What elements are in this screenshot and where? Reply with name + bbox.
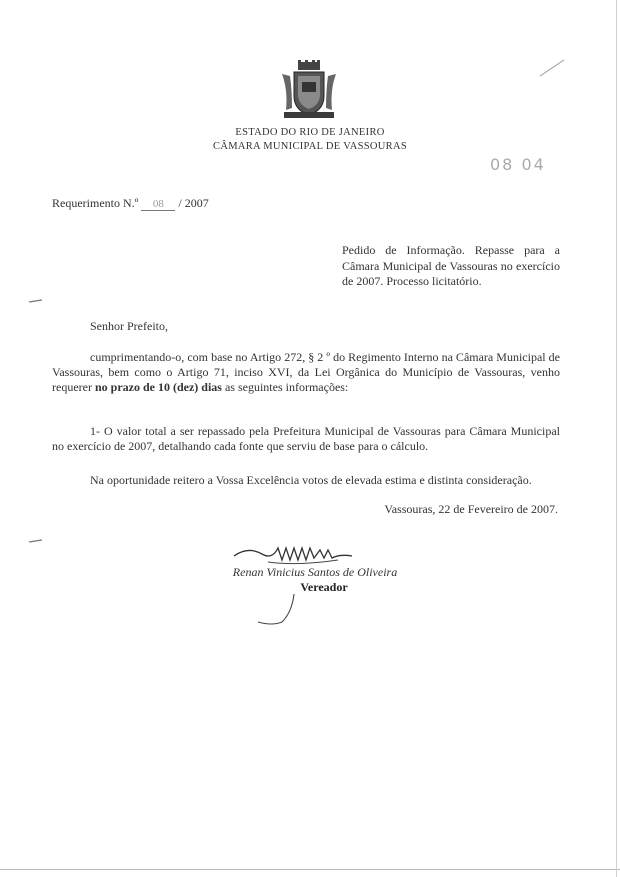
salutation: Senhor Prefeito, — [90, 319, 168, 333]
date-line: Vassouras, 22 de Fevereiro de 2007. — [384, 502, 558, 516]
pen-stroke-mark — [252, 592, 302, 628]
margin-mark — [28, 538, 44, 544]
scan-bottom-edge — [0, 869, 620, 870]
requerimento-year: / 2007 — [178, 196, 209, 210]
paragraph-1-deadline: no prazo de 10 (dez) dias — [94, 380, 222, 394]
signatory-title: Vereador — [300, 580, 348, 594]
scan-right-edge — [616, 0, 617, 877]
paragraph-1-end: as seguintes informações: — [221, 380, 349, 394]
signatory-name: Renan Vinicius Santos de Oliveira — [232, 565, 398, 579]
body-paragraph-1 — [52, 350, 560, 395]
municipal-coat-of-arms — [276, 60, 342, 120]
subject-block: Pedido de Informação. Repasse para a Câmara Municipal de Vassouras no exercício de 2007. Processo licitatório. — [342, 243, 560, 288]
requerimento-number: 08 — [141, 198, 175, 211]
handwritten-signature — [228, 540, 358, 568]
request-item-1: 1- O valor total a ser repassado pela Prefeitura Municipal de Vassouras para Câmara Municipal no exercício de 2007, detalhando cada fonte que serviu de base para o cálculo. — [52, 424, 560, 453]
paragraph-1-intro: cumprimentando-o, com base no Artigo 272, § 2 º do Regimento Interno na Câmara Municipal de Vassouras, bem como o Artigo 71, inciso XVI, da Lei Orgânica do Município de Vassouras, venho requerer — [52, 350, 560, 394]
requerimento-label: Requerimento N.º — [52, 196, 139, 210]
closing-paragraph: Na oportunidade reitero a Vossa Excelência votos de elevada estima e distinta consideração. — [90, 473, 532, 487]
handwritten-mark: 08 04 — [490, 155, 546, 174]
pen-stroke-mark — [538, 58, 568, 78]
header-state: ESTADO DO RIO DE JANEIRO — [235, 127, 385, 138]
header-chamber: CÂMARA MUNICIPAL DE VASSOURAS — [213, 141, 407, 152]
margin-mark — [28, 298, 44, 304]
requerimento-line — [52, 196, 209, 211]
